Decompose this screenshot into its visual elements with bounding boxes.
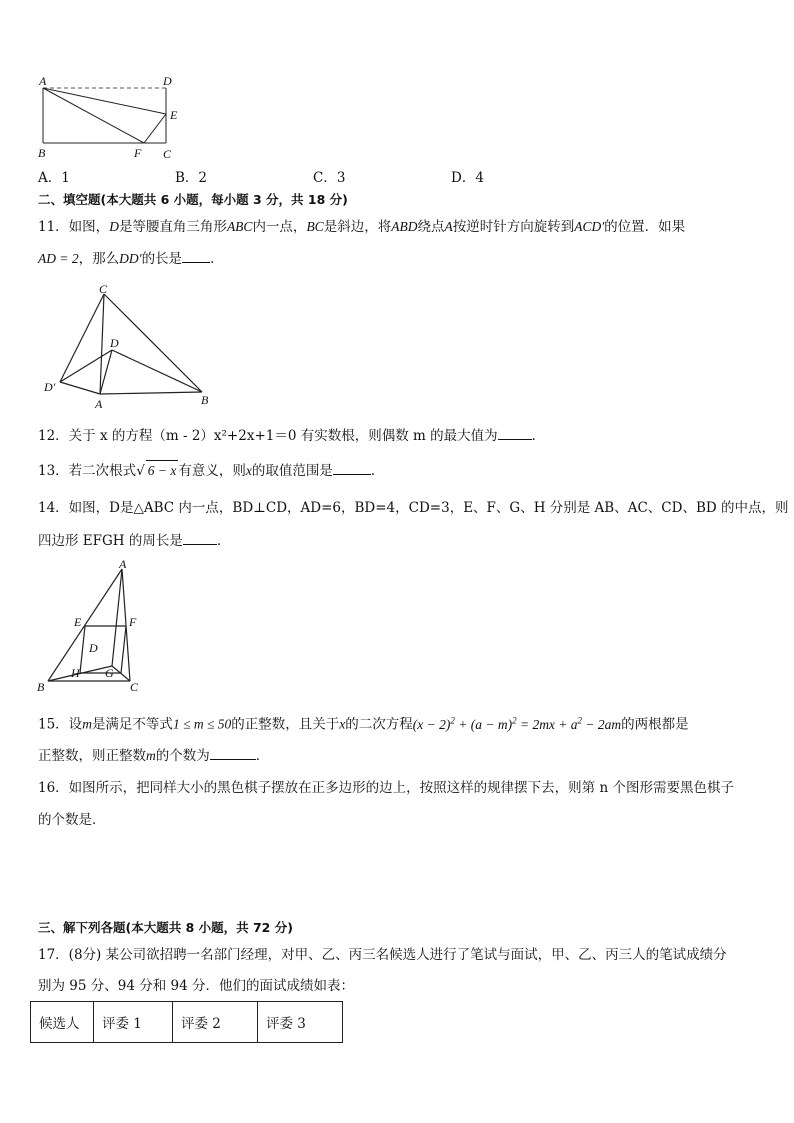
figure-q14 <box>34 556 154 696</box>
table-header-candidate: 候选人 <box>31 1002 94 1043</box>
q12-answer-blank[interactable] <box>498 425 532 440</box>
q15-line1: 15．设m是满足不等式1 ≤ m ≤ 50的正整数，且关于x的二次方程$(x - 2)^2 + (a - m)^2 = 2mx + a^2 - 2am$的两根都是 <box>38 715 689 733</box>
q13-radicand: 6 − x <box>146 460 179 481</box>
q11-answer-blank[interactable] <box>182 248 210 263</box>
fig14-label-f: F <box>129 615 137 629</box>
q17-line2: 别为 95 分、94 分和 94 分．他们的面试成绩如表： <box>38 978 354 994</box>
section-2-title: 二、填空题(本大题共 6 小题，每小题 3 分，共 18 分) <box>38 192 348 207</box>
fig14-label-d: D <box>89 641 98 655</box>
q15-answer-blank[interactable] <box>210 745 256 760</box>
fig11-label-c: C <box>99 282 108 296</box>
q13-answer-blank[interactable] <box>333 460 371 475</box>
figure-q10 <box>30 72 190 164</box>
q11-line2: AD = 2，那么DD′的长是 ． <box>38 248 224 269</box>
q15-equation: $(x - 2)^2 + (a - m)^2 = 2mx + a^2 - 2am$ <box>412 715 622 732</box>
q17-score-table <box>30 1001 343 1043</box>
table-header-judge-1: 评委 1 <box>94 1002 173 1043</box>
fig14-label-a: A <box>119 557 127 571</box>
fig14-label-b: B <box>37 680 45 694</box>
option-b: B．2 <box>175 170 208 186</box>
table-header-judge-3: 评委 3 <box>258 1002 343 1043</box>
q16-line2: 的个数是． <box>38 812 106 828</box>
q14-answer-blank[interactable] <box>183 530 217 545</box>
q11-line1: 11．如图，D是等腰直角三角形ABC内一点，BC是斜边，将ABD绕点A按逆时针方向旋转到ACD′的位置．如果 <box>38 219 686 235</box>
option-c: C．3 <box>313 170 346 186</box>
fig10-label-f: F <box>134 146 142 160</box>
fig11-label-b: B <box>201 393 209 407</box>
q12-text: 12．关于 x 的方程（m - 2）x²+2x+1＝0 有实数根，则偶数 m 的最大值为 ． <box>38 425 545 446</box>
fig14-label-c: C <box>130 680 139 694</box>
fig11-label-d-prime: D′ <box>44 380 56 394</box>
table-row <box>31 1002 343 1043</box>
q14-line1: 14．如图，D是△ABC 内一点，BD⊥CD，AD=6，BD=4，CD=3，E、F、G、H 分别是 AB、AC、CD、BD 的中点，则 <box>38 500 789 516</box>
q17-line1: 17．(8分) 某公司欲招聘一名部门经理，对甲、乙、丙三名候选人进行了笔试与面试，甲、乙、丙三人的笔试成绩分 <box>38 947 727 963</box>
fig10-label-e: E <box>170 108 178 122</box>
option-a: A．1 <box>38 170 70 186</box>
q14-line2: 四边形 EFGH 的周长是 ． <box>38 530 230 551</box>
fig14-label-g: G <box>105 666 114 680</box>
fig10-label-d: D <box>163 74 172 88</box>
figure-q11 <box>40 282 220 412</box>
fig10-label-c: C <box>163 147 172 161</box>
q16-line1: 16．如图所示，把同样大小的黑色棋子摆放在正多边形的边上，按照这样的规律摆下去，则第 n 个图形需要黑色棋子 <box>38 780 734 796</box>
section-3-title: 三、解下列各题(本大题共 8 小题，共 72 分) <box>38 920 293 935</box>
table-header-judge-2: 评委 2 <box>173 1002 258 1043</box>
fig11-label-a: A <box>95 397 103 411</box>
q15-line2: 正整数，则正整数m的个数为 ． <box>38 745 269 766</box>
fig14-label-e: E <box>74 615 82 629</box>
fig11-label-d: D <box>110 336 119 350</box>
fig14-label-h: H <box>71 666 80 680</box>
q13-text: 13．若二次根式√ 6 − x 有意义，则x的取值范围是 ． <box>38 460 384 481</box>
option-d: D．4 <box>451 170 484 186</box>
fig10-label-b: B <box>38 146 46 160</box>
fig10-label-a: A <box>39 74 47 88</box>
